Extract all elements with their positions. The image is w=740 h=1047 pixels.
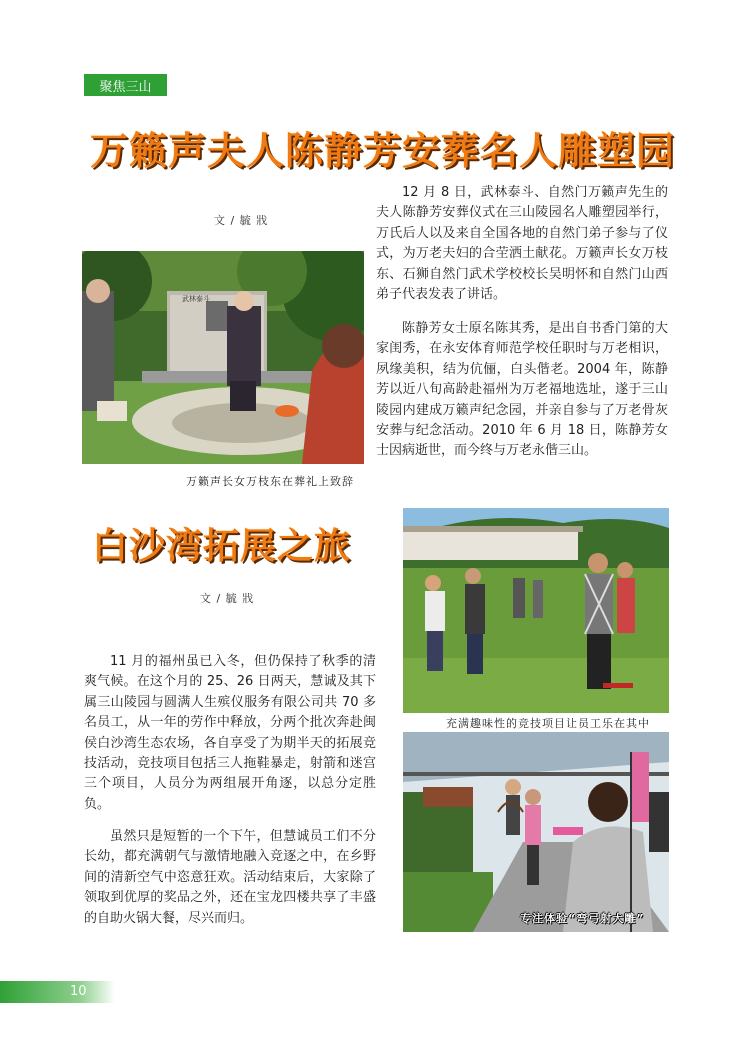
plaque-text: 武林泰斗 (182, 295, 210, 303)
article1-title: 万籁声夫人陈静芳安葬名人雕塑园 (90, 128, 676, 173)
article1-byline: 文 / 毓 戕 (214, 214, 269, 227)
article2-title: 白沙湾拓展之旅 (92, 525, 352, 567)
article2-photo-2-caption: 专注体验“弯弓射大雕” (520, 912, 645, 925)
article2-byline: 文 / 毓 戕 (200, 592, 255, 605)
article1-photo-caption: 万籁声长女万枝东在葬礼上致辞 (186, 475, 354, 488)
article2-photo-2 (403, 732, 669, 932)
article1-photo (82, 251, 364, 464)
article2-photo-1-caption: 充满趣味性的竞技项目让员工乐在其中 (446, 717, 650, 730)
page-number: 10 (70, 984, 87, 999)
article1-paragraph-1: 12 月 8 日，武林泰斗、自然门万籁声先生的夫人陈静芳安葬仪式在三山陵园名人雕塑园举行，万氏后人以及来自全国各地的自然门弟子参与了仪式，为万老夫妇的合茔洒土献花。万籁声长女万枝东、石狮自然门武术学校校长吴明怀和自然门山西弟子代表发表了讲话。 (376, 185, 668, 303)
footer-bar (0, 981, 115, 1003)
section-tag: 聚焦三山 (84, 74, 167, 96)
article2-paragraph-2: 虽然只是短暂的一个下午，但慧诚员工们不分长幼，都充满朝气与激情地融入竞逐之中，在乡野间的清新空气中恣意狂欢。活动结束后，大家除了领取到优厚的奖品之外，还在宝龙四楼共享了丰盛的自助火锅大餐，尽兴而归。 (84, 829, 376, 926)
article2-paragraph-1: 11 月的福州虽已入冬，但仍保持了秋季的清爽气候。在这个月的 25、26 日两天，慧诚及其下属三山陵园与圆满人生殡仪服务有限公司共 70 多名员工，从一年的劳作中释放，分两个批次奔赴闽侯白沙湾生态农场，各自享受了为期半天的拓展竞技活动，竞技项目包括三人拖鞋暴走，射箭和迷宫三个项目，人员分为两组展开角逐，以总分定胜负。 (84, 654, 376, 812)
article1-paragraph-2: 陈静芳女士原名陈其秀，是出自书香门第的大家闺秀，在永安体育师范学校任职时与万老相识，夙缘美积，结为伉俪，白头偕老。2004 年，陈静芳以近八旬高龄赴福州为万老福地选址，遂于三山陵园内建成万籁声纪念园，并亲自参与了万老骨灰安葬与纪念活动。2010 年 6 月 18 日，陈静芳女士因病逝世，而今终与万老永偕三山。 (376, 321, 668, 459)
article2-photo-1 (403, 508, 669, 713)
